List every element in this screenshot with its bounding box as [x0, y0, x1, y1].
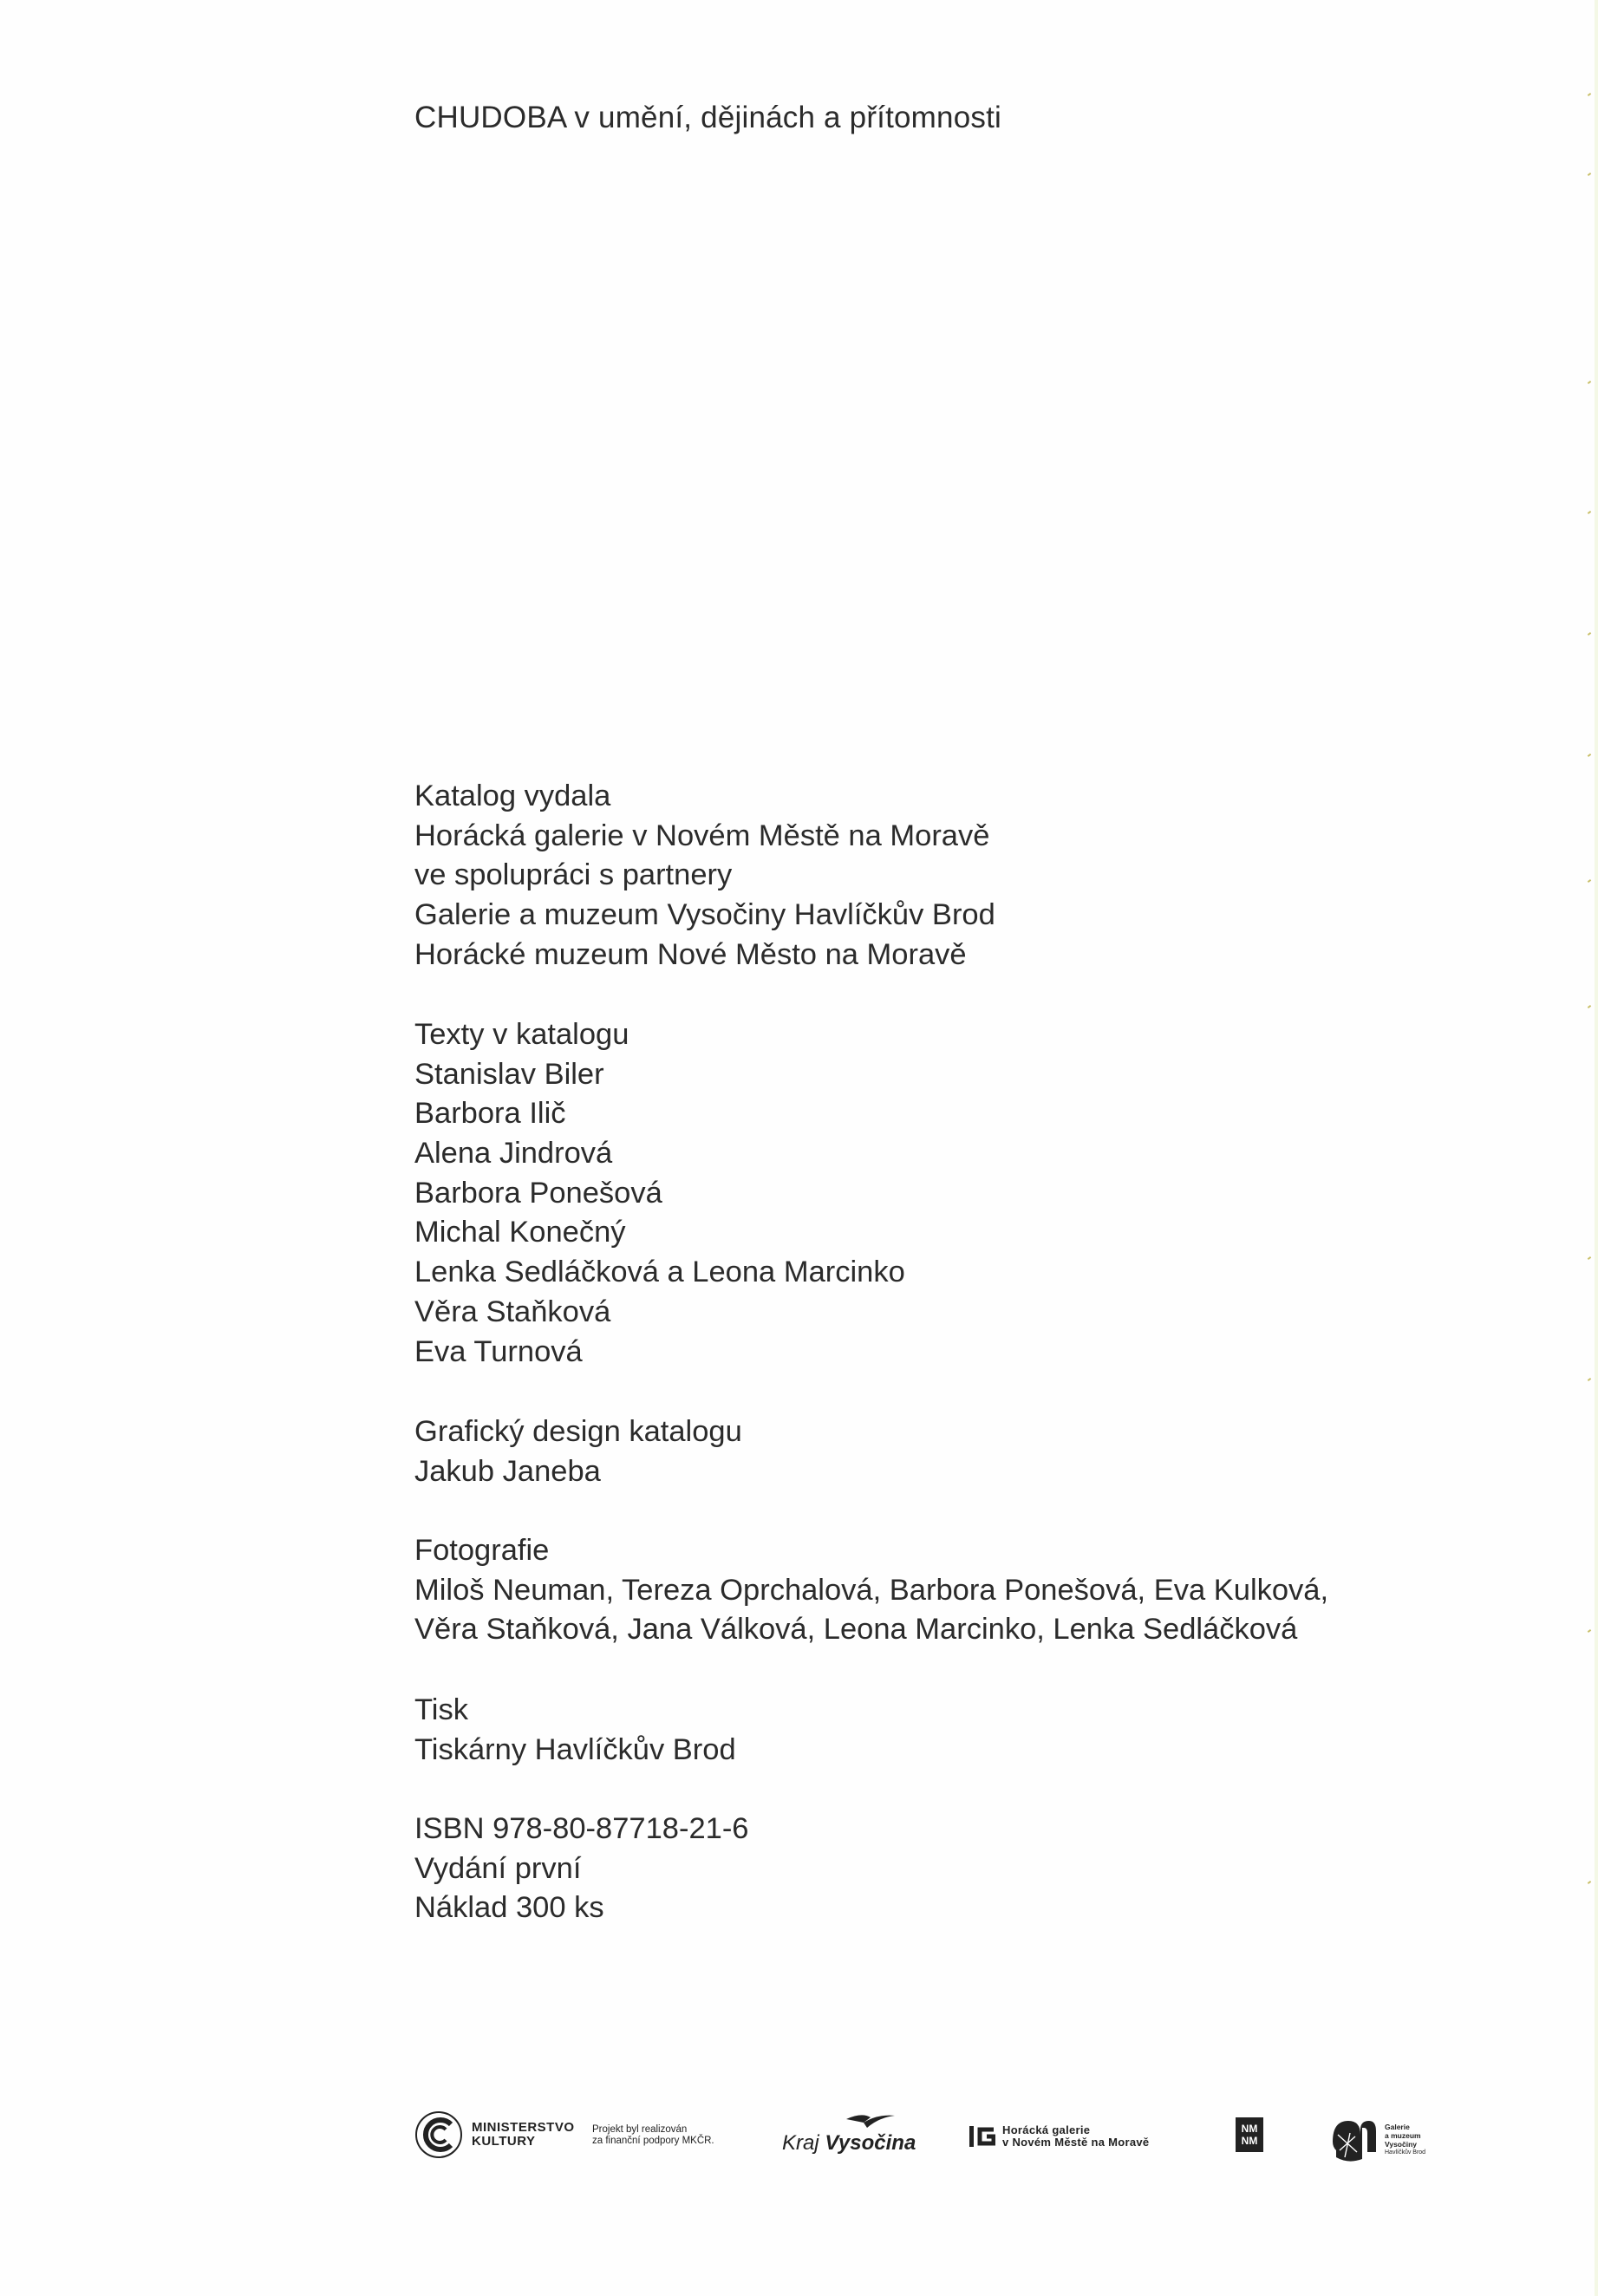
- logo-galerie-muzeum-vysociny: [1331, 2116, 1425, 2164]
- print-run: Náklad 300 ks: [414, 1891, 604, 1925]
- kraj-word: Kraj: [782, 2131, 819, 2155]
- ministry-line1: MINISTERSTVO: [472, 2120, 575, 2135]
- page-edge: [1595, 0, 1598, 2296]
- section-line: Věra Staňková, Jana Válková, Leona Marcinko, Lenka Sedláčková: [414, 1613, 1298, 1647]
- section-design: [414, 1412, 742, 1491]
- gm-icon: [1331, 2116, 1378, 2164]
- scan-mark: [1588, 632, 1591, 636]
- section-line: ve spolupráci s partnery: [414, 858, 733, 892]
- nmnm-line1: NM: [1241, 2123, 1258, 2135]
- scan-mark: [1588, 1629, 1591, 1633]
- section-line: Galerie a muzeum Vysočiny Havlíčkův Brod: [414, 898, 995, 932]
- gm-line4: Havlíčkův Brod: [1385, 2149, 1426, 2156]
- section-line: Stanislav Biler: [414, 1057, 604, 1091]
- section-heading: Fotografie: [414, 1534, 550, 1567]
- logo-kraj-vysocina: [782, 2112, 916, 2159]
- hg-line1: Horácká galerie: [1002, 2123, 1091, 2136]
- ministry-of-culture-icon: [414, 2110, 463, 2159]
- section-publisher: [414, 777, 995, 975]
- section-line: Miloš Neuman, Tereza Oprchalová, Barbora Ponešová, Eva Kulková,: [414, 1573, 1329, 1607]
- section-line: Horácké muzeum Nové Město na Moravě: [414, 937, 967, 971]
- logo-horacka-galerie: [969, 2124, 1149, 2149]
- section-heading: Katalog vydala: [414, 779, 611, 812]
- hg-icon: [969, 2126, 995, 2147]
- section-texts: [414, 1015, 905, 1372]
- scan-mark: [1588, 511, 1591, 514]
- gm-line3: Vysočiny: [1385, 2140, 1418, 2149]
- section-line: Barbora Ilič: [414, 1097, 566, 1131]
- logo-nmnm: [1236, 2117, 1263, 2152]
- scan-mark: [1588, 381, 1591, 384]
- partner-logos: [0, 2098, 1598, 2194]
- scan-mark: [1588, 173, 1591, 176]
- kraj-vysocina-icon: [845, 2112, 897, 2131]
- section-line: Jakub Janeba: [414, 1454, 601, 1488]
- nmnm-line2: NM: [1241, 2135, 1258, 2147]
- section-line: Tiskárny Havlíčkův Brod: [414, 1732, 736, 1766]
- scan-mark: [1588, 753, 1591, 757]
- funding-note-line1: Projekt byl realizován: [592, 2124, 688, 2135]
- section-line: Alena Jindrová: [414, 1137, 613, 1171]
- section-line: Michal Konečný: [414, 1216, 626, 1249]
- scan-mark: [1588, 1005, 1591, 1008]
- funding-note: [592, 2124, 714, 2147]
- logo-ministerstvo-kultury: [414, 2110, 575, 2159]
- vysocina-word: Vysočina: [825, 2131, 916, 2155]
- gm-line1: Galerie: [1385, 2123, 1410, 2131]
- isbn: ISBN 978-80-87718-21-6: [414, 1812, 749, 1845]
- section-line: Lenka Sedláčková a Leona Marcinko: [414, 1256, 905, 1289]
- scan-mark: [1588, 1378, 1591, 1381]
- scan-mark: [1588, 1256, 1591, 1260]
- ministry-line2: KULTURY: [472, 2134, 536, 2149]
- section-print: [414, 1691, 736, 1770]
- gm-line2: a muzeum: [1385, 2131, 1421, 2140]
- section-isbn: [414, 1810, 749, 1928]
- scan-mark: [1588, 1881, 1591, 1884]
- section-heading: Grafický design katalogu: [414, 1415, 742, 1448]
- scan-mark: [1588, 93, 1591, 96]
- section-heading: Tisk: [414, 1693, 468, 1726]
- section-line: Věra Staňková: [414, 1295, 611, 1328]
- scan-mark: [1588, 879, 1591, 883]
- section-line: Horácká galerie v Novém Městě na Moravě: [414, 819, 990, 852]
- funding-note-line2: za finanční podpory MKČR.: [592, 2136, 714, 2146]
- section-line: Eva Turnová: [414, 1334, 583, 1368]
- section-heading: Texty v katalogu: [414, 1018, 629, 1051]
- section-line: Barbora Ponešová: [414, 1176, 662, 1210]
- section-photography: [414, 1531, 1328, 1650]
- page-title: CHUDOBA v umění, dějinách a přítomnosti: [414, 101, 1001, 134]
- hg-line2: v Novém Městě na Moravě: [1002, 2136, 1150, 2149]
- edition: Vydání první: [414, 1851, 582, 1885]
